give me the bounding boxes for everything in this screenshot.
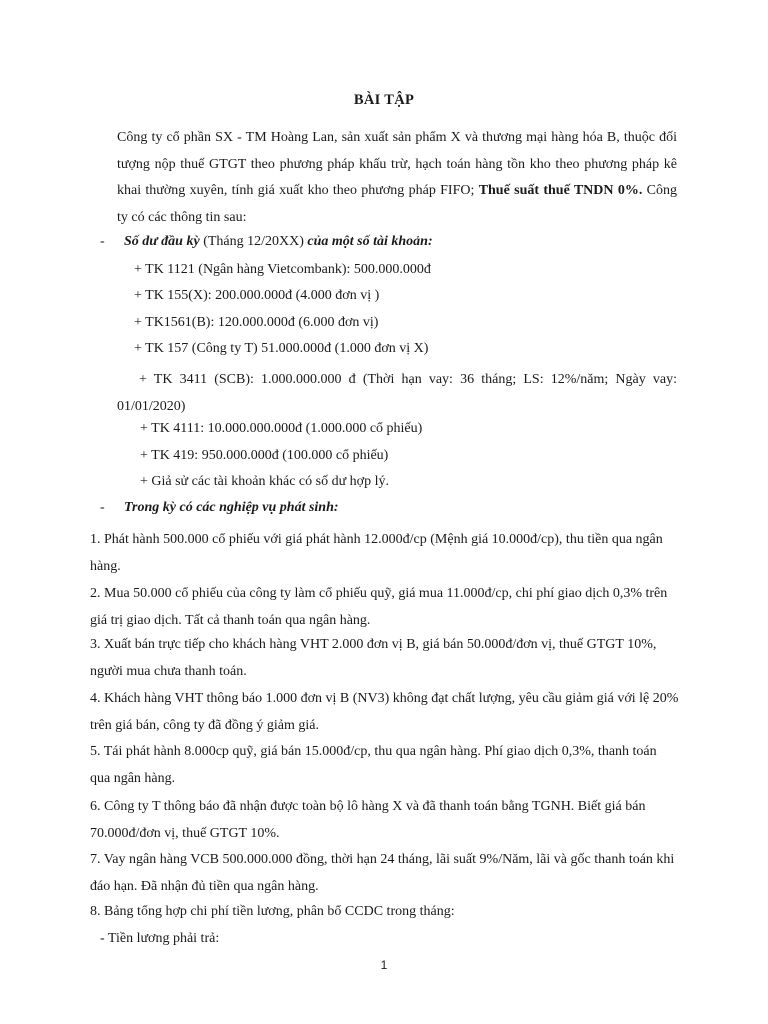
transaction-item: 8. Bảng tổng hợp chi phí tiền lương, phân bổ CCDC trong tháng: [90,904,455,919]
intro-paragraph [117,125,677,231]
transaction-item: 6. Công ty T thông báo đã nhận được toàn bộ lô hàng X và đã thanh toán bằng TGNH. Biết giá bán 70.000đ/đơn vị, thuế GTGT 10%. [90,799,646,841]
transactions-heading: Trong kỳ có các nghiệp vụ phát sinh: [124,500,339,515]
page-number: 1 [380,958,388,972]
transaction-item: 1. Phát hành 500.000 cổ phiếu với giá phát hành 12.000đ/cp (Mệnh giá 10.000đ/cp), thu tiền qua ngân hàng. [90,532,663,574]
opening-item: + TK 419: 950.000.000đ (100.000 cổ phiếu) [140,448,389,463]
opening-heading [124,234,433,250]
transaction-item: 5. Tái phát hành 8.000cp quỹ, giá bán 15.000đ/cp, thu qua ngân hàng. Phí giao dịch 0,3%, thanh toán qua ngân hàng. [90,744,657,786]
transaction-item: 3. Xuất bán trực tiếp cho khách hàng VHT 2.000 đơn vị B, giá bán 50.000đ/đơn vị, thuế GTGT 10%, người mua chưa thanh toán. [90,637,657,679]
opening-heading-tail: của một số tài khoản: [307,234,433,249]
opening-item: + TK1561(B): 120.000.000đ (6.000 đơn vị) [134,315,379,330]
opening-item: + TK 4111: 10.000.000.000đ (1.000.000 cổ phiếu) [140,421,423,436]
opening-item: + TK 155(X): 200.000.000đ (4.000 đơn vị ) [134,288,380,303]
opening-item: + TK 1121 (Ngân hàng Vietcombank): 500.000.000đ [134,262,431,277]
intro-text-tail: Công ty có các thông tin sau: [117,183,677,225]
page-title: BÀI TẬP [353,92,415,108]
transaction-subitem: - Tiền lương phải trả: [100,931,220,946]
opening-heading-paren: (Tháng 12/20XX) [199,234,308,249]
opening-dash: - [100,234,105,249]
transactions-dash: - [100,500,105,515]
opening-heading-bold: Số dư đầu kỳ [124,234,200,249]
intro-tax-rate: Thuế suất thuế TNDN 0%. [478,183,643,198]
opening-item: + TK 3411 (SCB): 1.000.000.000 đ (Thời hạn vay: 36 tháng; LS: 12%/năm; Ngày vay: 01/01/2020) [117,372,677,414]
transaction-item: 7. Vay ngân hàng VCB 500.000.000 đồng, thời hạn 24 tháng, lãi suất 9%/Năm, lãi và gốc thanh toán khi đáo hạn. Đã nhận đủ tiền qua ngân hàng. [90,852,675,894]
transaction-item: 4. Khách hàng VHT thông báo 1.000 đơn vị B (NV3) không đạt chất lượng, yêu cầu giảm giá với lệ 20% trên giá bán, công ty đã đồng ý giảm giá. [90,691,679,733]
opening-item: + TK 157 (Công ty T) 51.000.000đ (1.000 đơn vị X) [134,341,429,356]
intro-text: Công ty cổ phần SX - TM Hoàng Lan, sản xuất sản phẩm X và thương mại hàng hóa B, thuộc đối tượng nộp thuế GTGT theo phương pháp khấu trừ, hạch toán hàng tồn kho theo phương pháp kê khai thường xuyên, tính giá xuất kho theo phương pháp FIFO; [117,130,677,198]
opening-item: + Giả sử các tài khoản khác có số dư hợp lý. [140,474,389,489]
transaction-item: 2. Mua 50.000 cổ phiếu của công ty làm cổ phiếu quỹ, giá mua 11.000đ/cp, chi phí giao dịch 0,3% trên giá trị giao dịch. Tất cả thanh toán qua ngân hàng. [90,586,668,628]
